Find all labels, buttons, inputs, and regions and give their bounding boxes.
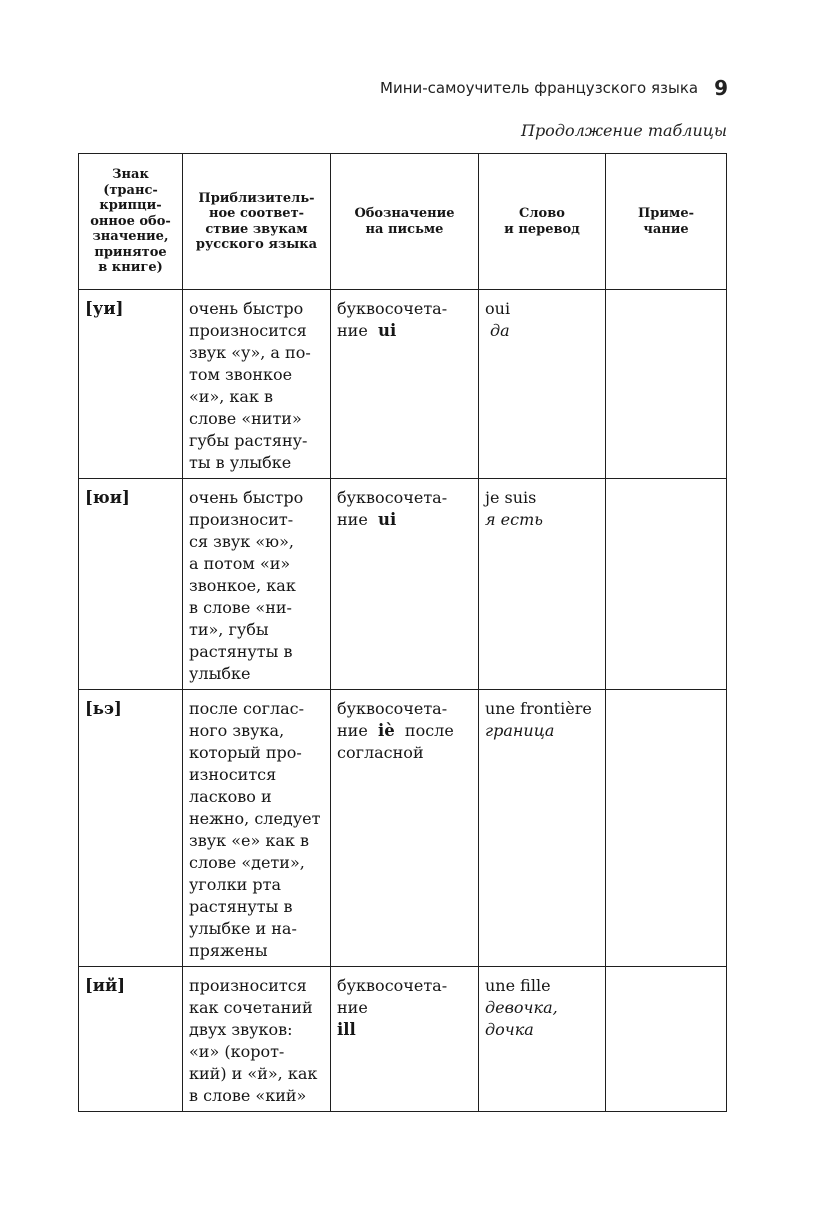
letter-combination: iè — [377, 721, 395, 740]
page-number: 9 — [714, 76, 728, 100]
running-head — [0, 76, 728, 100]
table-header-row — [79, 154, 727, 290]
spelling-cell: буквосочета- ние ill — [331, 967, 479, 1112]
approximation-cell: произносится как сочетаний двух звуков: «и» (корот- кий) и «й», как в слове «кий» — [183, 967, 331, 1112]
sign-cell: [ий] — [79, 967, 183, 1112]
spelling-cell: буквосочета- ние ui — [331, 290, 479, 479]
translation: дочка — [485, 1020, 534, 1039]
translation: я есть — [485, 510, 543, 529]
note-cell — [606, 290, 727, 479]
note-cell — [606, 690, 727, 967]
note-cell — [606, 967, 727, 1112]
sign-cell: [юи] — [79, 479, 183, 690]
column-header-note: Приме- чание — [606, 154, 727, 290]
letter-combination: ill — [337, 1020, 356, 1039]
word-cell — [479, 290, 606, 479]
letter-combination: ui — [377, 510, 397, 529]
spelling-cell: буквосочета- ние ui — [331, 479, 479, 690]
table-continuation-caption: Продолжение таблицы — [520, 121, 727, 140]
table-row — [79, 967, 727, 1112]
translation: граница — [485, 721, 555, 740]
table-row — [79, 690, 727, 967]
spelling-cell: буквосочета- ние iè после согласной — [331, 690, 479, 967]
letter-combination: ui — [377, 321, 397, 340]
french-word: je suis — [485, 488, 537, 507]
note-cell — [606, 479, 727, 690]
approximation-cell: очень быстро произносится звук «у», а по- том звонкое «и», как в слове «нити» губы растяну- ты в улыбке — [183, 290, 331, 479]
french-word: une fille — [485, 976, 551, 995]
word-cell — [479, 690, 606, 967]
running-title: Мини-самоучитель французского языка — [380, 79, 699, 97]
table-row — [79, 290, 727, 479]
translation: да — [490, 321, 510, 340]
french-word: une frontière — [485, 699, 592, 718]
approximation-cell: очень быстро произносит- ся звук «ю», а потом «и» звонкое, как в слове «ни- ти», губы растянуты в улыбке — [183, 479, 331, 690]
column-header-approximation: Приблизитель- ное соответ- ствие звукам русского языка — [183, 154, 331, 290]
column-header-spelling: Обозначение на письме — [331, 154, 479, 290]
column-header-word: Слово и перевод — [479, 154, 606, 290]
word-cell — [479, 967, 606, 1112]
french-word: oui — [485, 299, 511, 318]
sign-cell: [ьэ] — [79, 690, 183, 967]
sign-cell: [уи] — [79, 290, 183, 479]
word-cell — [479, 479, 606, 690]
phonetics-table — [78, 153, 727, 1112]
approximation-cell: после соглас- ного звука, который про- износится ласково и нежно, следует звук «е» как в слове «дети», уголки рта растянуты в улыбке и на- пряжены — [183, 690, 331, 967]
translation: девочка, — [485, 998, 558, 1017]
column-header-sign: Знак (транс- крипци- онное обо- значение, принятое в книге) — [79, 154, 183, 290]
table-row — [79, 479, 727, 690]
